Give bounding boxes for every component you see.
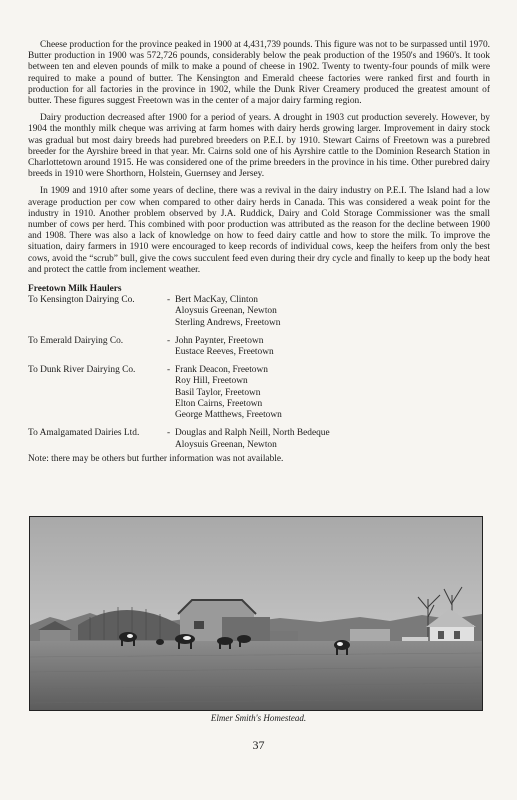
hauler-name: Aloysuis Greenan, Newton xyxy=(175,306,277,317)
hauler-company: To Kensington Dairying Co. xyxy=(28,295,135,306)
hauler-dash: - xyxy=(167,365,171,376)
hauler-group-amalgamated xyxy=(28,428,490,450)
hauler-dash: - xyxy=(167,295,171,306)
hauler-name: Frank Deacon, Freetown xyxy=(175,365,268,376)
hauler-name: Elton Cairns, Freetown xyxy=(175,398,263,409)
paragraph-dairy-revival: In 1909 and 1910 after some years of decline, there was a revival in the dairy industry on P.E.I. The Island had a low average production per cow when compared to other dairy herds in Canada. This was considered a weak point for the industry in 1910. Another problem observed by J.A. Ruddick, Dairy and Cold Storage Commissioner was the small number of cows per herd. This combined with poor production was attributed as the reason for the decline between 1900 and 1908. There was also a lack of knowledge on how to feed dairy cattle and how to store the milk. To improve the situation, dairy farmers in 1910 were encouraged to keep records of individual cows, keep the heifers from only the best cows, avoid the “scrub” bull, give the cows succulent feed even during their dry cycle and finally to keep up the body heat and protect the cattle from inclement weather. xyxy=(28,186,490,275)
hauler-group-emerald xyxy=(28,336,490,358)
hauler-name: Aloysuis Greenan, Newton xyxy=(175,439,277,450)
haulers-heading: Freetown Milk Haulers xyxy=(28,284,122,295)
haulers-note: Note: there may be others but further information was not available. xyxy=(28,453,284,464)
hauler-name: Sterling Andrews, Freetown xyxy=(175,317,281,328)
hauler-name: George Matthews, Freetown xyxy=(175,410,282,421)
photo-caption: Elmer Smith's Homestead. xyxy=(210,713,307,723)
hauler-group-dunk-river xyxy=(28,365,490,421)
hauler-dash: - xyxy=(167,428,171,439)
hauler-names xyxy=(175,365,490,421)
hauler-company: To Amalgamated Dairies Ltd. xyxy=(28,428,140,439)
hauler-name: John Paynter, Freetown xyxy=(175,335,264,346)
hauler-name: Eustace Reeves, Freetown xyxy=(175,347,274,358)
hauler-name: Bert MacKay, Clinton xyxy=(175,295,258,306)
hauler-names xyxy=(175,336,490,358)
hauler-names xyxy=(175,295,490,329)
hauler-group-kensington xyxy=(28,295,490,329)
page-number: 37 xyxy=(252,738,265,752)
farm-scene-illustration xyxy=(30,517,482,710)
document-page xyxy=(28,40,490,465)
hauler-dash: - xyxy=(167,335,171,346)
paragraph-cheese-production: Cheese production for the province peaked in 1900 at 4,431,739 pounds. This figure was not to be surpassed until 1970. Butter production in 1900 was 572,726 pounds, considerably below the peak production of the 1950's and 1960's. It took between ten and eleven pounds of milk to make a pound of cheese in 1902. Twenty to twenty-four pounds of milk were required to make a pound of butter. The Kensington and Emerald cheese factories were ranked first and fourth in production for all factories in the province in 1902, while the Dunk River Creamery produced the greatest amount of butter. These figures suggest Freetown was in the center of a major dairy farming region. xyxy=(28,40,491,107)
hauler-name: Douglas and Ralph Neill, North Bedeque xyxy=(175,428,330,439)
paragraph-dairy-decrease: Dairy production decreased after 1900 for a period of years. A drought in 1903 cut production severely. However, by 1904 the monthly milk cheque was arriving at farm homes with dairy herds growing larger. Improvement in dairy stock was gradual but most dairy breeds had purebred breeders on P.E.I. by 1910. Stewart Cairns of Freetown was a purebred breeder for the Ayrshire breed in that year. Mr. Cairns sold one of his Ayrshire cattle to the Dominion Research Station in Charlottetown around 1915. He was considered one of the prime breeders in the province in his time. Other purebred dairy breeds in 1910 were Shorthorn, Holstein, Guernsey and Jersey. xyxy=(28,113,490,180)
hauler-name: Basil Taylor, Freetown xyxy=(175,387,261,398)
hauler-name: Roy Hill, Freetown xyxy=(175,376,248,387)
hauler-names xyxy=(175,428,490,450)
hauler-company: To Dunk River Dairying Co. xyxy=(28,365,136,376)
hauler-company: To Emerald Dairying Co. xyxy=(28,335,124,346)
homestead-photo xyxy=(29,516,483,711)
